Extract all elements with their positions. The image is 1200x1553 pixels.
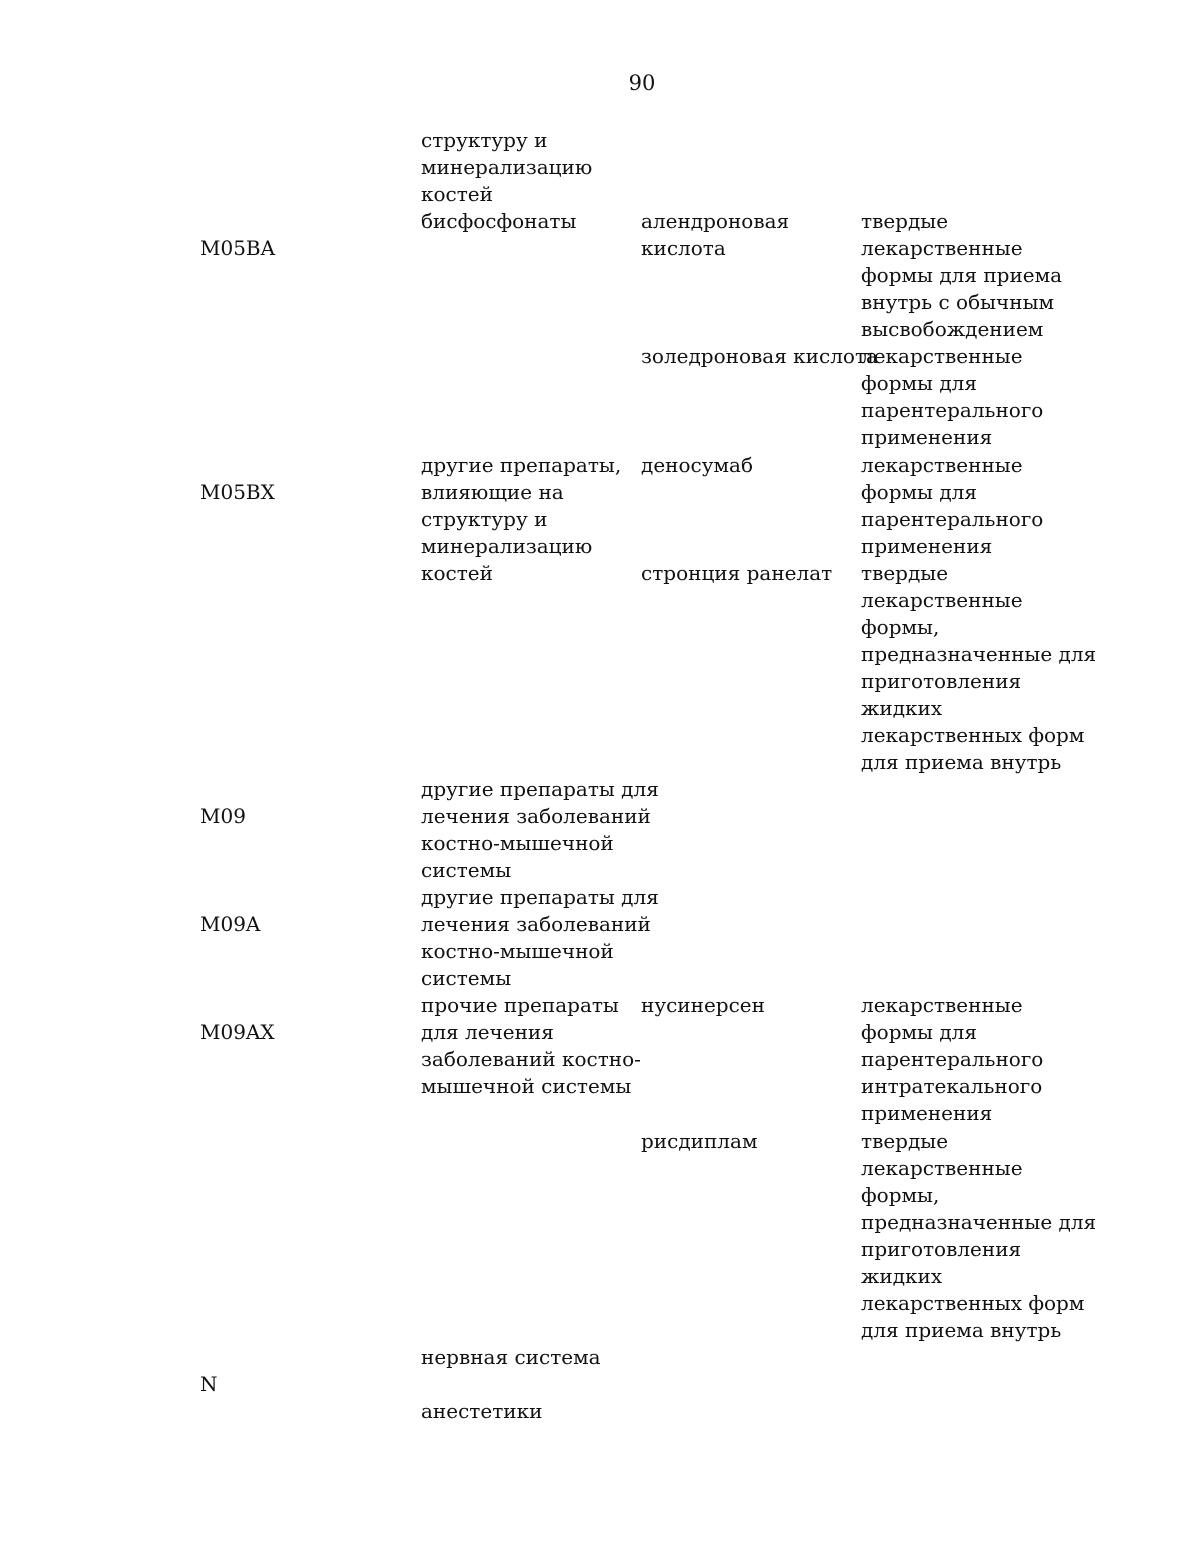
group-line: минерализацию <box>421 534 593 558</box>
drug-denosumab: деносумаб <box>641 453 754 477</box>
form-line: лекарственные <box>861 1156 1023 1180</box>
group-line: лечения заболеваний <box>421 912 651 936</box>
form-line: формы для приема <box>861 263 1063 287</box>
form-line: для приема внутрь <box>861 1318 1062 1342</box>
group-line: костей <box>421 182 493 206</box>
form-line: жидких <box>861 696 943 720</box>
group-line: костно-мышечной <box>421 939 614 963</box>
group-line: мышечной системы <box>421 1074 632 1098</box>
form-line: высвобождением <box>861 317 1044 341</box>
drug-line: кислота <box>641 236 726 260</box>
group-bisphosphonates: бисфосфонаты <box>421 209 577 233</box>
form-line: парентерального <box>861 398 1044 422</box>
form-line: предназначенные для <box>861 1210 1097 1234</box>
form-line: лекарственные <box>861 236 1023 260</box>
group-line: влияющие на <box>421 480 564 504</box>
form-line: лекарственные <box>861 993 1023 1017</box>
drug-risdiplam: рисдиплам <box>641 1129 758 1153</box>
form-line: парентерального <box>861 1047 1044 1071</box>
form-line: формы, <box>861 1183 940 1207</box>
form-line: твердые <box>861 561 949 585</box>
group-line: системы <box>421 858 512 882</box>
group-line: костно-мышечной <box>421 831 614 855</box>
form-line: формы для <box>861 480 977 504</box>
group-line: другие препараты, <box>421 453 622 477</box>
atc-code-m05ba: M05BA <box>200 236 276 260</box>
atc-code-n: N <box>200 1372 218 1396</box>
page-number: 90 <box>628 71 656 95</box>
form-line: лекарственные <box>861 588 1023 612</box>
group-anesthetics: анестетики <box>421 1399 543 1423</box>
form-line: лекарственных форм <box>861 723 1085 747</box>
form-line: применения <box>861 1101 993 1125</box>
atc-code-m09ax: M09AX <box>200 1020 275 1044</box>
form-line: лекарственные <box>861 453 1023 477</box>
form-line: внутрь с обычным <box>861 290 1055 314</box>
group-line: для лечения <box>421 1020 554 1044</box>
form-line: приготовления <box>861 1237 1022 1261</box>
form-line: формы, <box>861 615 940 639</box>
group-line: прочие препараты <box>421 993 619 1017</box>
atc-code-m09a: M09A <box>200 912 261 936</box>
form-line: формы для <box>861 371 977 395</box>
group-line: структуру и <box>421 128 548 152</box>
drug-line: алендроновая <box>641 209 790 233</box>
drug-nusinersen: нусинерсен <box>641 993 765 1017</box>
group-line: костей <box>421 561 493 585</box>
group-line: минерализацию <box>421 155 593 179</box>
form-line: предназначенные для <box>861 642 1097 666</box>
form-line: для приема внутрь <box>861 750 1062 774</box>
group-nervous-system: нервная система <box>421 1345 601 1369</box>
form-line: интратекального <box>861 1074 1043 1098</box>
drug-strontium-ranelate: стронция ранелат <box>641 561 833 585</box>
group-line: другие препараты для <box>421 777 659 801</box>
group-line: лечения заболеваний <box>421 804 651 828</box>
group-line: структуру и <box>421 507 548 531</box>
form-line: приготовления <box>861 669 1022 693</box>
form-line: жидких <box>861 1264 943 1288</box>
form-line: лекарственные <box>861 344 1023 368</box>
drug-zoledronic-acid: золедроновая кислота <box>641 344 878 368</box>
form-line: парентерального <box>861 507 1044 531</box>
group-line: системы <box>421 966 512 990</box>
form-line: применения <box>861 425 993 449</box>
form-line: твердые <box>861 1129 949 1153</box>
form-line: применения <box>861 534 993 558</box>
form-line: формы для <box>861 1020 977 1044</box>
atc-code-m05bx: M05BX <box>200 480 275 504</box>
form-line: твердые <box>861 209 949 233</box>
atc-code-m09: M09 <box>200 804 246 828</box>
form-line: лекарственных форм <box>861 1291 1085 1315</box>
group-line: заболеваний костно- <box>421 1047 641 1071</box>
group-line: другие препараты для <box>421 885 659 909</box>
